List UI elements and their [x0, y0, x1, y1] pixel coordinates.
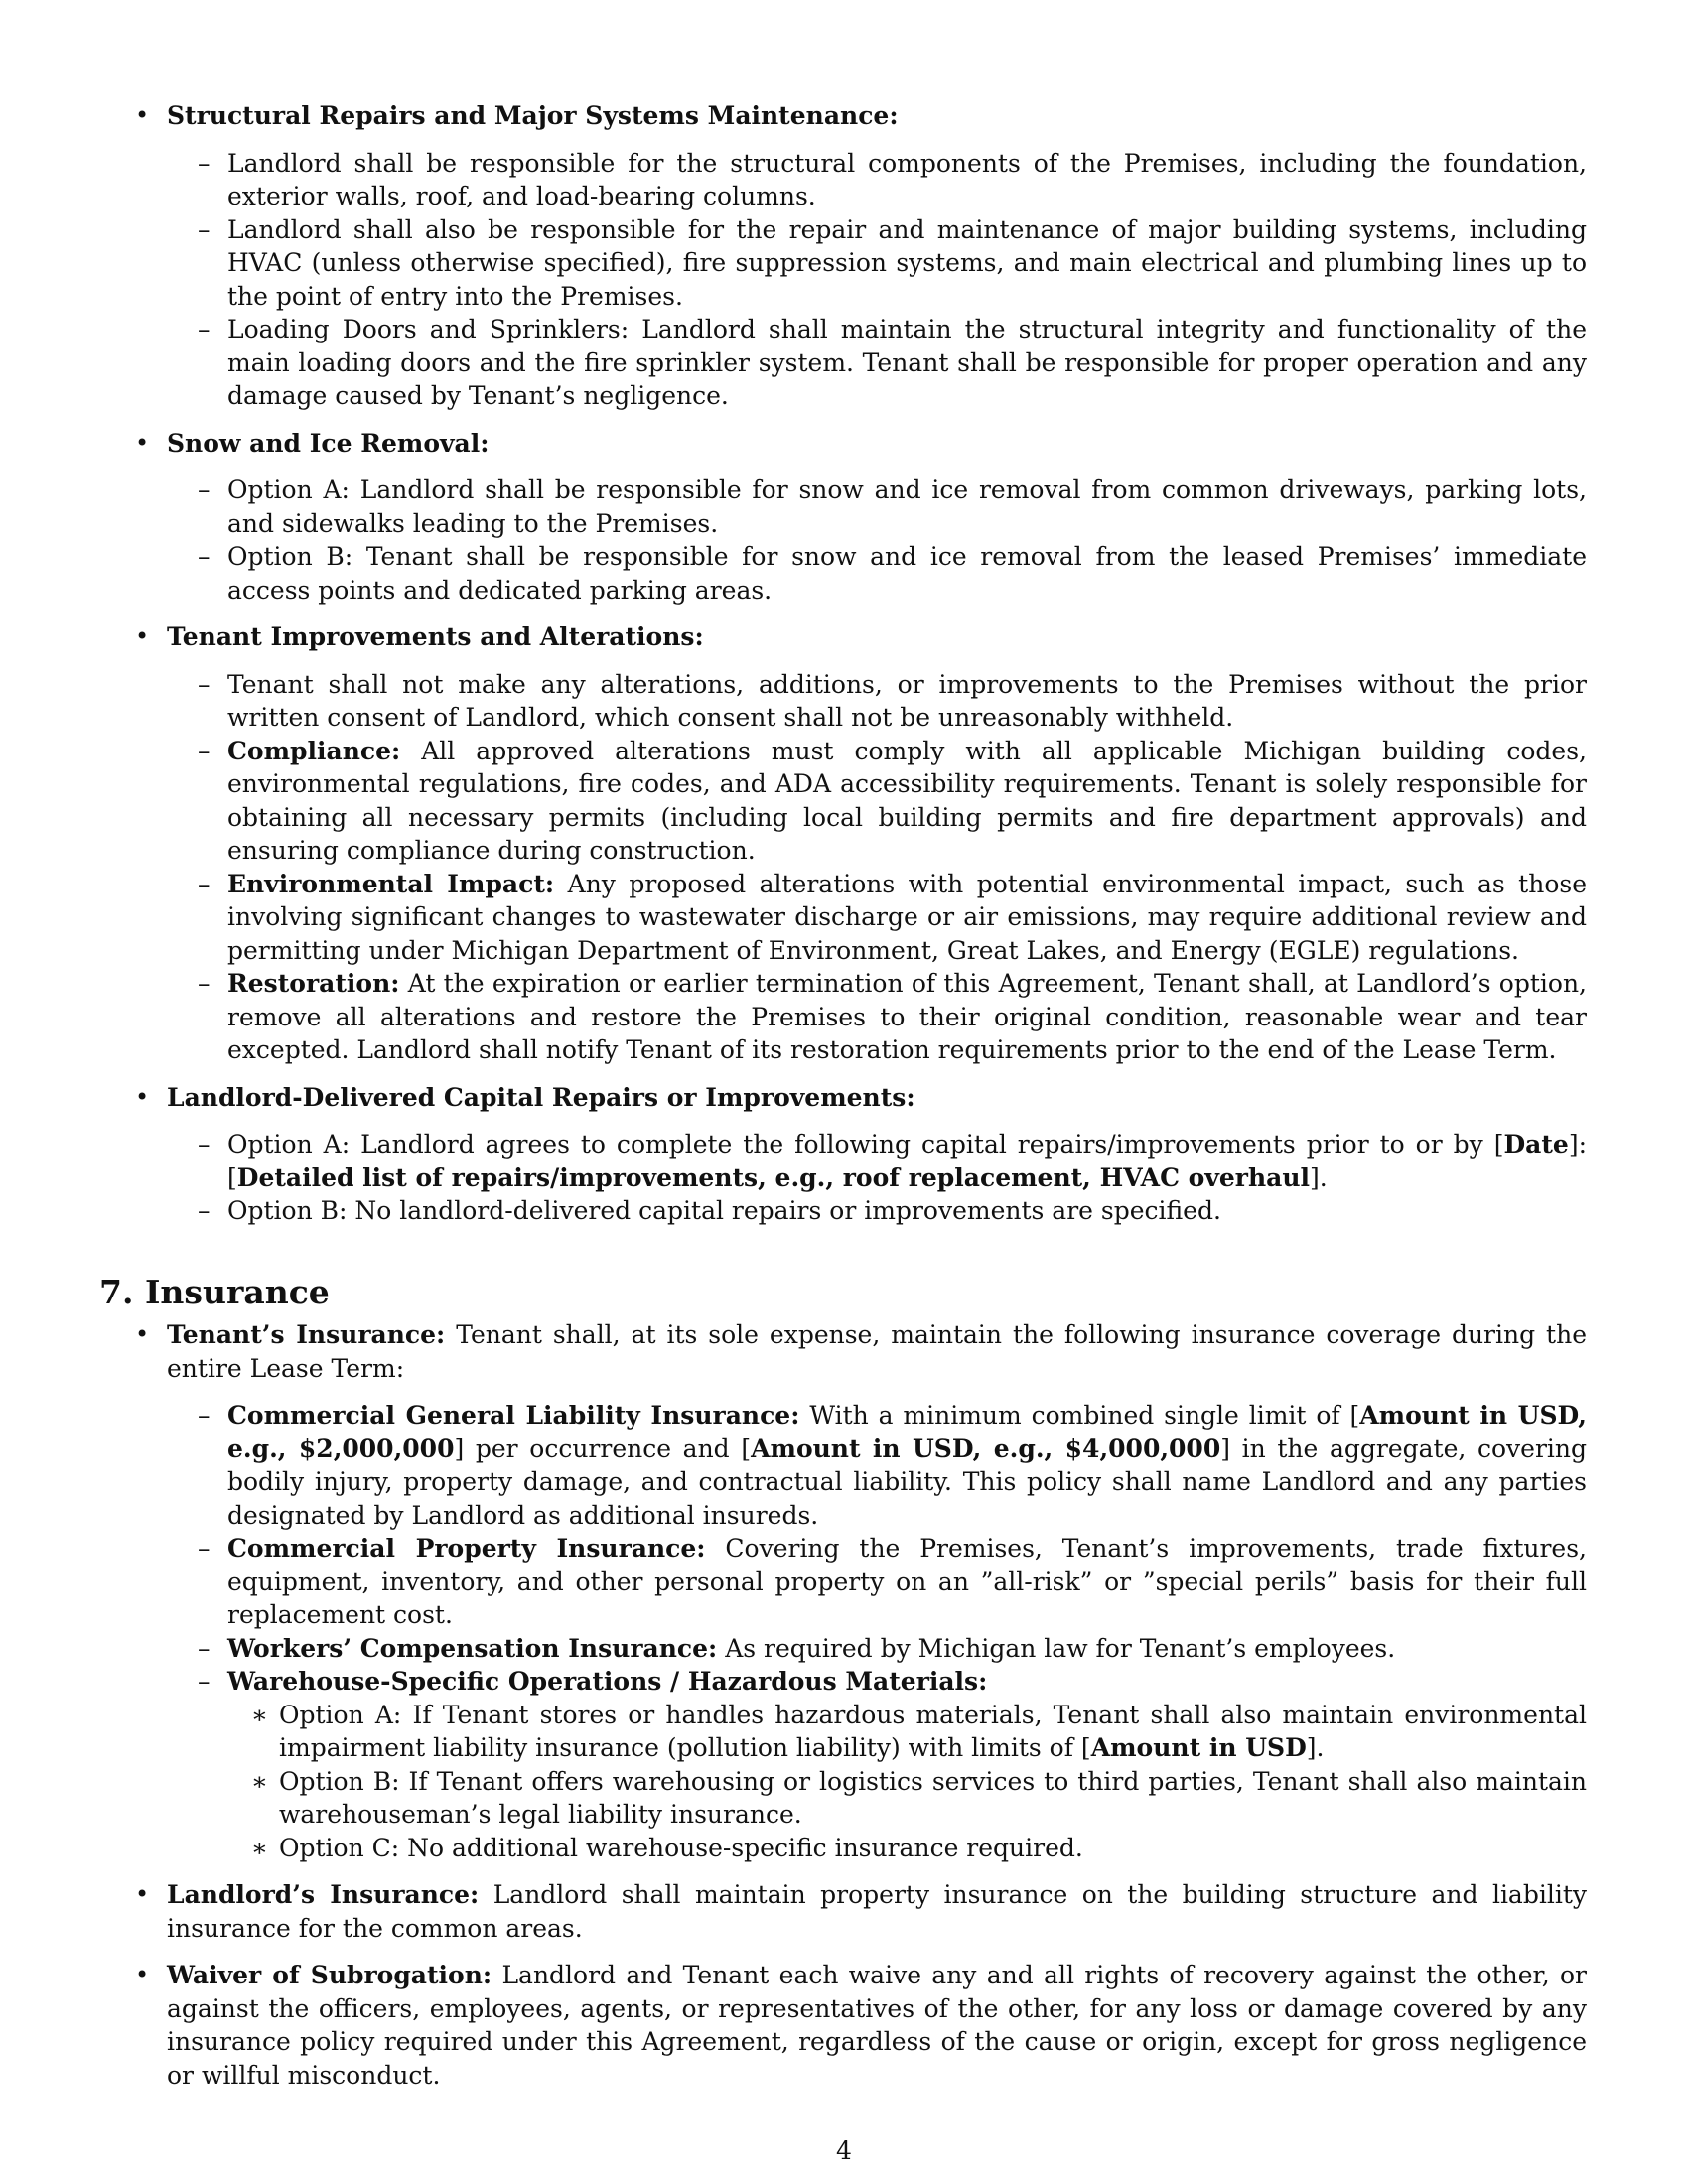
sub-list	[167, 1399, 1587, 1864]
sub-item	[227, 868, 1587, 968]
section-heading-insurance: 7. Insurance	[99, 1273, 330, 1311]
sub-sub-item	[279, 1699, 1587, 1765]
sub-item-text: ] per occurrence and [	[454, 1433, 752, 1463]
sub-item-text: ] in the aggregate, covering bodily injury, property damage, and contractual liability. This policy shall name Landlord and any parties designated by Landlord as additional insureds.	[227, 1433, 1587, 1530]
sub-item	[227, 1532, 1587, 1632]
item-text: Landlord and Tenant each waive any and all rights of recovery against the other, or against the officers, employees, agents, or representatives of the other, for any loss or damage covered by any insurance policy required under this Agreement, regardless of the cause or origin, except for gross negligence or willful misconduct.	[167, 1961, 1587, 2090]
item-title: Structural Repairs and Major Systems Maintenance:	[167, 101, 899, 130]
sub-item-text: Option A: Landlord agrees to complete the following capital repairs/improvements prior to or by [	[227, 1130, 1504, 1159]
item-lead: Landlord’s Insurance:	[167, 1880, 480, 1909]
sub-item-lead: Commercial Property Insurance:	[227, 1534, 706, 1563]
sub-list	[167, 474, 1587, 607]
placeholder-date: Date	[1503, 1130, 1569, 1159]
insurance-list	[167, 1318, 1587, 2092]
sub-item	[227, 967, 1587, 1067]
sub-item: – Option B: Tenant shall be responsible for snow and ice removal from the leased Premises’ immediate access points and dedicated parking areas.	[227, 540, 1587, 607]
sub-item	[227, 1632, 1587, 1666]
sub-sub-item-text: ].	[1306, 1733, 1325, 1762]
sub-item-lead: Compliance:	[227, 736, 401, 765]
sub-list	[167, 1128, 1587, 1228]
item-text: Landlord shall maintain property insurance on the building structure and liability insurance for the common areas.	[167, 1880, 1588, 1943]
item-title: Tenant Improvements and Alterations:	[167, 622, 704, 651]
placeholder-amount: Amount in USD	[1090, 1733, 1307, 1762]
sub-sub-item-text: Option A: If Tenant stores or handles hazardous materials, Tenant shall also maintain environmental impairment liability insurance (pollution liability) with limits of [	[279, 1700, 1587, 1762]
list-item	[167, 1959, 1587, 2092]
sub-item-lead: Warehouse-Specific Operations / Hazardous Materials:	[227, 1667, 988, 1696]
sub-item-lead: Commercial General Liability Insurance:	[227, 1401, 800, 1430]
sub-item: – Landlord shall also be responsible for the repair and maintenance of major building systems, including HVAC (unless otherwise specified), fire suppression systems, and main electrical and plumbing lines up to the point of entry into the Premises.	[227, 213, 1587, 314]
sub-item-text: At the expiration or earlier termination of this Agreement, Tenant shall, at Landlord’s option, remove all alterations and restore the Premises to their original condition, reasonable wear and tear excepted. Landlord shall notify Tenant of its restoration requirements prior to the end of the Lease Term.	[227, 969, 1587, 1064]
list-item	[167, 1878, 1587, 1945]
sub-item	[227, 1665, 1587, 1864]
sub-sub-item: ∗ Option C: No additional warehouse-specific insurance required.	[279, 1832, 1587, 1865]
placeholder-amount: Amount in USD, e.g., $2,000,000	[227, 1401, 1588, 1463]
sub-item: – Loading Doors and Sprinklers: Landlord shall maintain the structural integrity and functionality of the main loading doors and the fire sprinkler system. Tenant shall be responsible for proper operation and any damage caused by Tenant’s negligence.	[227, 313, 1587, 413]
sub-item-text: Any proposed alterations with potential environmental impact, such as those involving significant changes to wastewater discharge or air emissions, may require additional review and permitting under Michigan Department of Environment, Great Lakes, and Energy (EGLE) regulations.	[227, 869, 1588, 965]
list-item	[167, 99, 1587, 413]
list-item	[167, 1318, 1587, 1864]
sub-item	[227, 735, 1587, 868]
sub-sub-item: ∗ Option B: If Tenant offers warehousing or logistics services to third parties, Tenant shall also maintain warehouseman’s legal liability insurance.	[279, 1765, 1587, 1832]
item-title: Snow and Ice Removal:	[167, 428, 490, 458]
page-number: 4	[836, 2136, 852, 2165]
sub-item-lead: Restoration:	[227, 969, 400, 998]
sub-list	[167, 147, 1587, 413]
sub-item-text: As required by Michigan law for Tenant’s employees.	[725, 1633, 1396, 1663]
sub-item-text: Covering the Premises, Tenant’s improvements, trade fixtures, equipment, inventory, and other personal property on an ”all-risk” or ”special perils” basis for their full replacement cost.	[227, 1534, 1587, 1629]
item-lead: Waiver of Subrogation:	[167, 1961, 492, 1989]
sub-item	[227, 1128, 1587, 1194]
list-item	[167, 427, 1587, 608]
sub-list	[167, 668, 1587, 1067]
sub-item-text: All approved alterations must comply with all applicable Michigan building codes, environmental regulations, fire codes, and ADA accessibility requirements. Tenant is solely responsible for obtaining all necessary permits (including local building permits and fire department approvals) and ensuring compliance during construction.	[227, 736, 1587, 865]
item-text: Tenant shall, at its sole expense, maintain the following insurance coverage during the entire Lease Term:	[167, 1320, 1587, 1383]
sub-item-text: ]: [	[227, 1130, 1587, 1192]
item-title: Landlord-Delivered Capital Repairs or Improvements:	[167, 1082, 915, 1112]
maintenance-list	[167, 99, 1587, 1228]
sub-item: – Option A: Landlord shall be responsible for snow and ice removal from common driveways, parking lots, and sidewalks leading to the Premises.	[227, 474, 1587, 540]
sub-sub-list	[227, 1699, 1587, 1865]
item-lead: Tenant’s Insurance:	[167, 1320, 446, 1349]
sub-item-text: With a minimum combined single limit of [	[809, 1401, 1360, 1430]
sub-item-text: Tenant shall not make any alterations, additions, or improvements to the Premises without the prior written consent of Landlord, which consent shall not be unreasonably withheld.	[227, 669, 1587, 732]
placeholder-list: Detailed list of repairs/improvements, e.g., roof replacement, HVAC overhaul	[236, 1162, 1310, 1192]
sub-item-text: ].	[1310, 1162, 1328, 1192]
sub-item: – Option B: No landlord-delivered capital repairs or improvements are specified.	[227, 1194, 1587, 1228]
sub-item-lead: Workers’ Compensation Insurance:	[227, 1633, 718, 1663]
sub-item-lead: Environmental Impact:	[227, 869, 555, 898]
placeholder-amount: Amount in USD, e.g., $4,000,000	[751, 1433, 1221, 1463]
sub-item	[227, 1399, 1587, 1532]
list-item	[167, 620, 1587, 1067]
sub-item	[227, 668, 1587, 735]
sub-item: – Landlord shall be responsible for the structural components of the Premises, including the foundation, exterior walls, roof, and load-bearing columns.	[227, 147, 1587, 213]
list-item	[167, 1081, 1587, 1228]
